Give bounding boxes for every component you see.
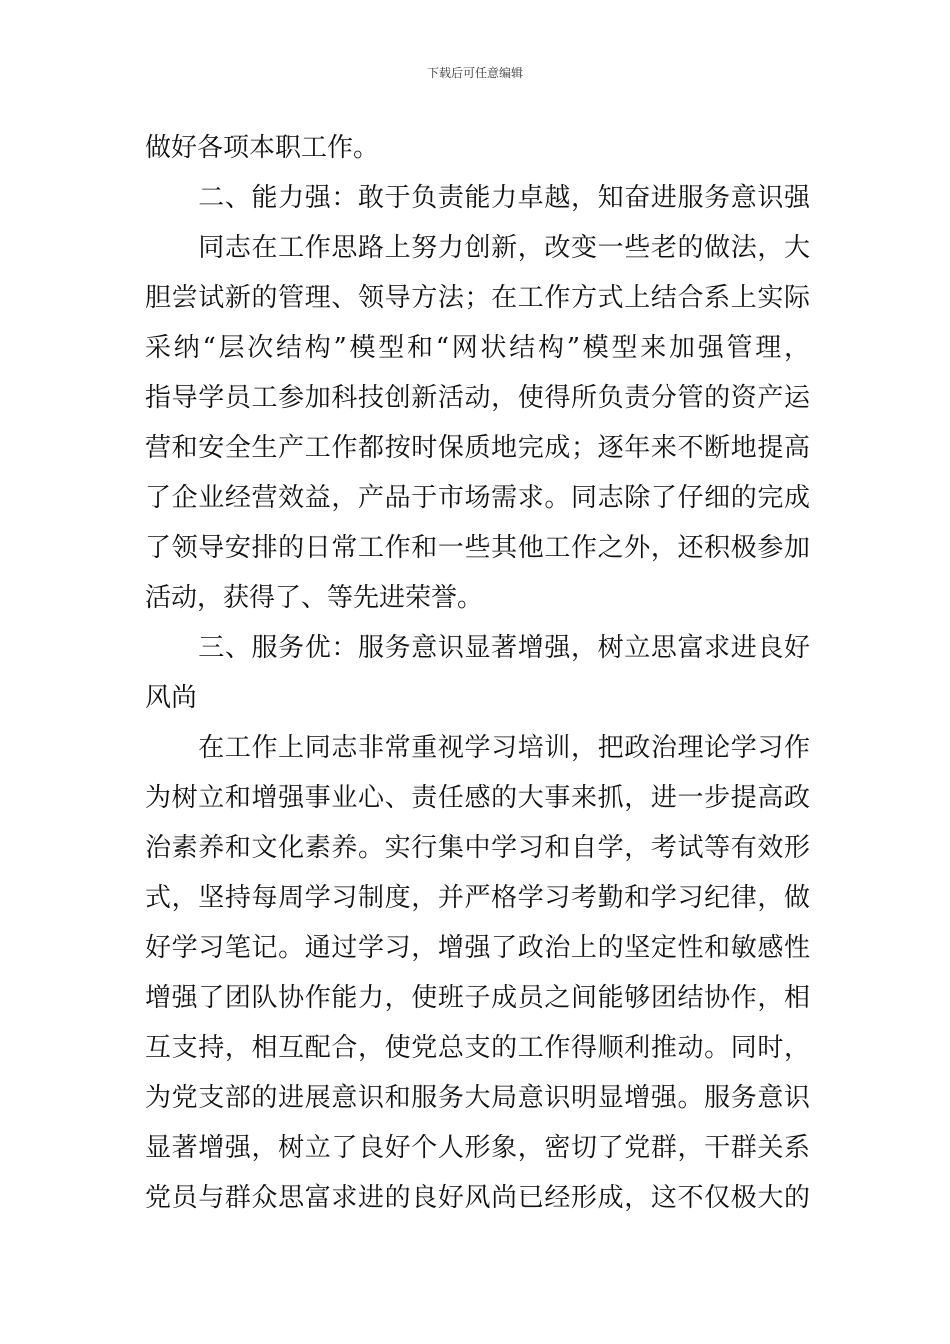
- text-line: 营和安全生产工作都按时保质地完成；逐年来不断地提高: [145, 433, 810, 463]
- text-line: 增强了团队协作能力，使班子成员之间能够团结协作，相: [145, 983, 810, 1013]
- text-line: 为树立和增强事业心、责任感的大事来抓，进一步提高政: [145, 783, 810, 813]
- text-line: 采纳“层次结构”模型和“网状结构”模型来加强管理，: [145, 333, 810, 363]
- text-line: 做好各项本职工作。: [145, 133, 380, 163]
- text-line: 指导学员工参加科技创新活动，使得所负责分管的资产运: [145, 383, 810, 413]
- section-heading-cont: 风尚: [145, 683, 198, 713]
- section-heading: 二、能力强：敢于负责能力卓越，知奋进服务意识强: [145, 183, 810, 213]
- section-heading: 三、服务优：服务意识显著增强，树立思富求进良好: [145, 633, 810, 663]
- text-line: 互支持，相互配合，使党总支的工作得顺利推动。同时，: [145, 1033, 810, 1063]
- text-line: 治素养和文化素养。实行集中学习和自学，考试等有效形: [145, 833, 810, 863]
- text-line: 党员与群众思富求进的良好风尚已经形成，这不仅极大的: [145, 1183, 810, 1213]
- text-line: 了企业经营效益，产品于市场需求。同志除了仔细的完成: [145, 483, 810, 513]
- text-line: 了领导安排的日常工作和一些其他工作之外，还积极参加: [145, 533, 810, 563]
- page-header: 下载后可任意编辑: [426, 66, 523, 80]
- text-line: 为党支部的进展意识和服务大局意识明显增强。服务意识: [145, 1083, 810, 1113]
- text-line: 显著增强，树立了良好个人形象，密切了党群，干群关系: [145, 1133, 810, 1163]
- text-line: 活动，获得了、等先进荣誉。: [145, 583, 484, 613]
- text-line: 式，坚持每周学习制度，并严格学习考勤和学习纪律，做: [145, 883, 810, 913]
- text-line: 同志在工作思路上努力创新，改变一些老的做法，大: [145, 233, 810, 263]
- text-line: 好学习笔记。通过学习，增强了政治上的坚定性和敏感性: [145, 933, 810, 963]
- text-line: 胆尝试新的管理、领导方法；在工作方式上结合系上实际: [145, 283, 810, 313]
- text-line: 在工作上同志非常重视学习培训，把政治理论学习作: [145, 733, 810, 763]
